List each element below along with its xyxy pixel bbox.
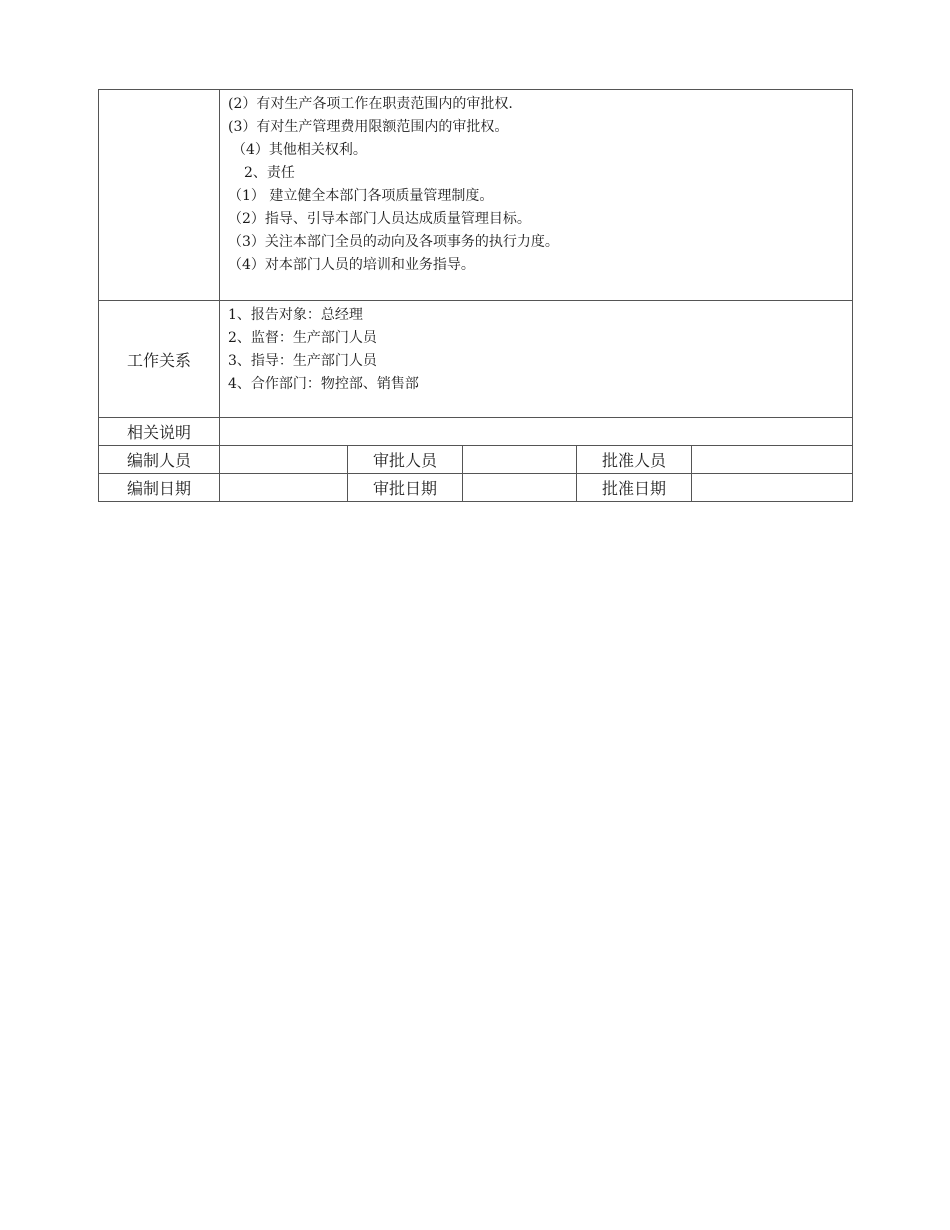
work-relations-line: 1、报告对象：总经理 [228, 307, 363, 323]
approved-by-value [692, 446, 853, 474]
responsibility-line: 2、责任 [244, 165, 295, 181]
prepared-by-value [220, 446, 348, 474]
responsibility-content-cell [220, 90, 853, 301]
reviewed-by-label: 审批人员 [348, 446, 463, 474]
approved-by-label: 批准人员 [577, 446, 692, 474]
notes-value [220, 418, 853, 446]
responsibility-line: （2）指导、引导本部门人员达成质量管理目标。 [228, 211, 531, 227]
notes-row [99, 418, 853, 446]
work-relations-content-cell [220, 301, 853, 418]
prepared-by-label: 编制人员 [99, 446, 220, 474]
responsibility-line: (2）有对生产各项工作在职责范围内的审批权. [228, 96, 513, 112]
reviewed-by-value [463, 446, 577, 474]
job-description-table [98, 89, 853, 502]
responsibility-line: （4）其他相关权利。 [232, 142, 367, 158]
work-relations-line: 3、指导：生产部门人员 [228, 353, 377, 369]
responsibility-row [99, 90, 853, 301]
work-relations-line: 4、合作部门：物控部、销售部 [228, 376, 419, 392]
responsibility-line: （4）对本部门人员的培训和业务指导。 [228, 257, 475, 273]
date-row [99, 474, 853, 502]
responsibility-line: (3）有对生产管理费用限额范围内的审批权。 [228, 119, 509, 135]
approved-date-label: 批准日期 [577, 474, 692, 502]
responsibility-line: （1） 建立健全本部门各项质量管理制度。 [228, 188, 494, 204]
notes-label: 相关说明 [99, 418, 220, 446]
work-relations-line: 2、监督：生产部门人员 [228, 330, 377, 346]
work-relations-row [99, 301, 853, 418]
responsibility-line: （3）关注本部门全员的动向及各项事务的执行力度。 [228, 234, 559, 250]
prepared-date-value [220, 474, 348, 502]
work-relations-label: 工作关系 [99, 301, 220, 418]
reviewed-date-label: 审批日期 [348, 474, 463, 502]
approved-date-value [692, 474, 853, 502]
responsibility-label-cell [99, 90, 220, 301]
reviewed-date-value [463, 474, 577, 502]
prepared-date-label: 编制日期 [99, 474, 220, 502]
sign-row [99, 446, 853, 474]
